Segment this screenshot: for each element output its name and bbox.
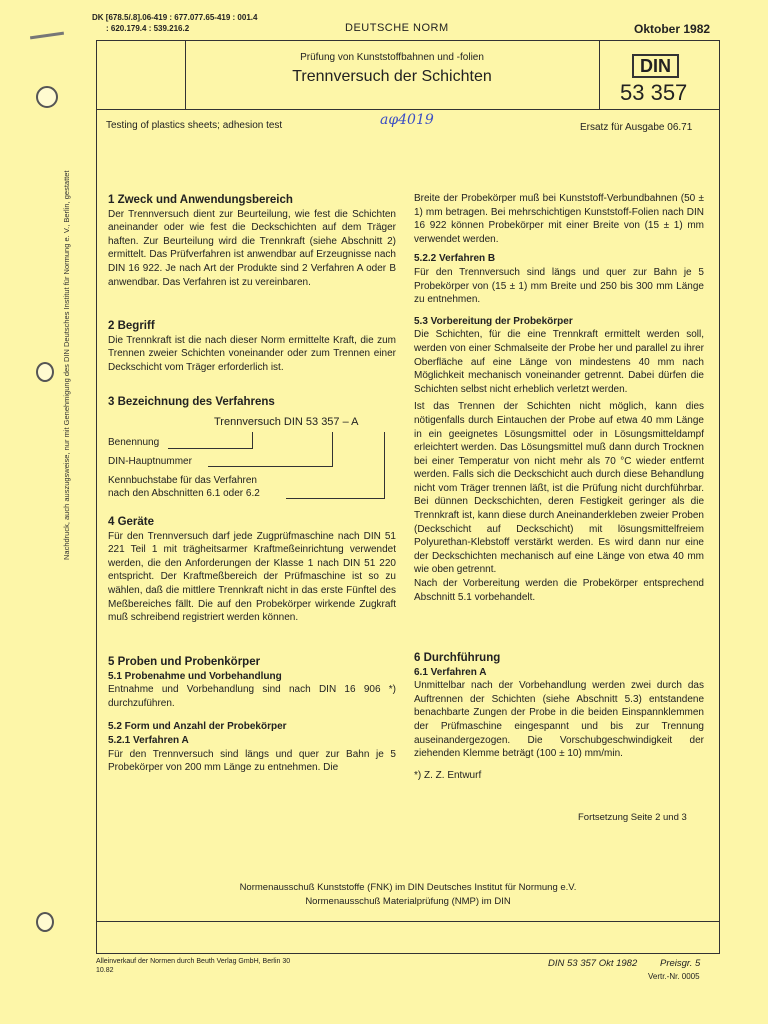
section-5-3-text-2: Ist das Trennen der Schichten nicht möglich, kann dies nötigenfalls durch Eintauchen der Probe auf etwa 40 mm Länge in ein geeignetes Lösungsmittel oder in Lösungsmitteldampf erleichtert werden. Das Lösungsmittel muß dann durch Trocknen bei einer Temperatur von nicht mehr als 70 °C wieder entfernt werden. Falls sich die Deckschicht auch durch diese Behandlung nicht vom Träger trennen läßt, ist die Prüfung nicht durchführbar. Bei dünnen Deckschichten, deren Festigkeit geringer als die Trennkraft ist, kann diese durch Aneinanderkleben zweier Proben (Deckschicht auf Deckschicht) mit lösungsmittelfreiem Polyurethan-Klebstoff verstärkt werden. Es wird dann nur eine der Deckschichten mechanisch auf eine Länge von etwa 40 mm wie oben getrennt.: [414, 401, 704, 576]
punch-hole-bottom: [36, 912, 54, 932]
din-logo: DIN: [632, 54, 679, 78]
section-6-1-heading: 6.1 Verfahren A: [414, 666, 487, 678]
sales-note: Alleinverkauf der Normen durch Beuth Verlag GmbH, Berlin 30: [96, 958, 291, 965]
label-hauptnummer: DIN-Hauptnummer: [108, 456, 192, 467]
committee-line-2: Normenausschuß Materialprüfung (NMP) im DIN: [305, 896, 511, 907]
document-title: Trennversuch der Schichten: [292, 68, 492, 85]
section-3-heading: 3 Bezeichnung des Verfahrens: [108, 396, 275, 408]
section-5: [108, 656, 396, 775]
section-6: [414, 652, 704, 782]
section-5-1-heading: 5.1 Probenahme und Vorbehandlung: [108, 670, 282, 682]
section-5-3-text-1: Die Schichten, für die eine Trennkraft ermittelt werden soll, werden von einer Schmalseite der Probe her und parallel zu ihrer Oberfläche auf eine Länge von mindestens 40 mm nach Möglichkeit mechanisch voneinander getrennt. Dabei dürfen die Schichten selbst nicht erheblich verletzt werden.: [414, 329, 704, 395]
section-5-3-heading: 5.3 Vorbereitung der Probekörper: [414, 315, 573, 327]
binder-mark: [30, 32, 64, 40]
section-2: [108, 320, 396, 374]
print-code: 10.82: [96, 967, 114, 974]
section-5-2-heading: 5.2 Form und Anzahl der Probekörper: [108, 721, 287, 733]
section-5-1-text: Entnahme und Vorbehandlung sind nach DIN 16 906 *) durchzuführen.: [108, 684, 396, 709]
punch-hole-top: [36, 86, 58, 108]
committee-line-1: Normenausschuß Kunststoffe (FNK) im DIN Deutsches Institut für Normung e.V.: [239, 882, 577, 893]
replacement-note: Ersatz für Ausgabe 06.71: [580, 122, 693, 133]
document-subtitle: Prüfung von Kunststoffbahnen und -folien: [300, 52, 484, 63]
label-kennbuchstabe-2: nach den Abschnitten 6.1 oder 6.2: [108, 488, 260, 499]
handwritten-stamp: aφ4019: [380, 112, 434, 128]
dk-classification: [92, 12, 257, 34]
section-3: [108, 396, 396, 410]
section-6-heading: 6 Durchführung: [414, 652, 501, 664]
din-reference: DIN 53 357 Okt 1982: [548, 958, 638, 969]
dk-line-1: DK [678.5/.8].06-419 : 677.077.65-419 : 001.4: [92, 13, 258, 22]
header-divider-right: [599, 41, 600, 109]
section-5-3-text-3: Nach der Vorbereitung werden die Probekörper entsprechend Abschnitt 5.1 vorbehandelt.: [414, 578, 704, 603]
section-2-heading: 2 Begriff: [108, 320, 155, 332]
continued-text: Breite der Probekörper muß bei Kunststoff-Verbundbahnen (50 ± 1) mm betragen. Bei mehrschichtigen Kunststoff-Folien nach DIN 16 922 können Probekörper mit einer Breite von (15 ± 1) mm verwendet werden.: [414, 193, 704, 245]
section-2-text: Die Trennkraft ist die nach dieser Norm ermittelte Kraft, die zum Trennen zweier Schichten voneinander oder zum Trennen einer Deckschicht vom Träger erforderlich ist.: [108, 334, 396, 373]
right-column: [414, 192, 704, 604]
left-column: [108, 194, 396, 289]
bracket-line-3: [286, 432, 385, 499]
punch-hole-middle: [36, 362, 54, 382]
designation-example: Trennversuch DIN 53 357 – A: [214, 416, 359, 428]
issue-date: Oktober 1982: [634, 22, 711, 36]
section-5-heading: 5 Proben und Probenkörper: [108, 656, 261, 668]
footer-divider: [97, 921, 719, 922]
section-1-text: Der Trennversuch dient zur Beurteilung, wie fest die Schichten aneinander oder wie fest die Deckschichten auf dem Träger haften. Zur Beurteilung wird die Trennkraft (siehe Abschnitt 2) ermittelt. Das Prüfverfahren ist anwendbar auf Erzeugnisse nach DIN 16 922. Je nach Art der Produkte sind 2 Verfahren A oder B anwendbar. Das Verfahren ist zu vereinbaren.: [108, 208, 396, 288]
dk-line-2: : 620.179.4 : 539.216.2: [106, 24, 190, 33]
vertrieb-number: Vertr.-Nr. 0005: [648, 972, 700, 981]
section-5-2-2-text: Für den Trennversuch sind längs und quer zur Bahn je 5 Probekörper von (15 ± 1) mm Breite und 250 bis 300 mm Länge zu entnehmen.: [414, 266, 704, 306]
norm-label: DEUTSCHE NORM: [345, 22, 449, 34]
label-kennbuchstabe-1: Kennbuchstabe für das Verfahren: [108, 475, 257, 486]
footnote: *) Z. Z. Entwurf: [414, 769, 482, 781]
section-4: [108, 516, 396, 625]
section-6-1-text: Unmittelbar nach der Vorbehandlung werden zwei durch das Auftrennen der Schichten (siehe Abschnitt 5.3) entstandene benachbarte Zungen der Probe in die beiden Einspannklemmen der Prüfmaschine eingespannt und bis zur Trennung auseinandergezogen. Die Vorschubgeschwindigkeit der ziehenden Klemme beträgt (100 ± 10) mm/min.: [414, 680, 704, 760]
section-4-text: Für den Trennversuch darf jede Zugprüfmaschine nach DIN 51 221 Teil 1 mit trägheitsarmer Kraftmeßeinrichtung verwendet werden, die den Anforderungen der Klasse 1 nach DIN 51 220 entspricht. Der Kraftmeßbereich der Prüfmaschine ist so zu wählen, daß die mittlere Trennkraft nicht in das erste Fünftel des Meßbereiches fällt. Die auf den Probekörper wirkende Zugkraft muß schreibend registriert werden können.: [108, 530, 396, 624]
continuation-note: Fortsetzung Seite 2 und 3: [578, 812, 687, 823]
price-group: Preisgr. 5: [660, 958, 701, 969]
section-5-2-1-heading: 5.2.1 Verfahren A: [108, 734, 189, 746]
section-4-heading: 4 Geräte: [108, 516, 155, 528]
label-benennung: Benennung: [108, 437, 160, 448]
header-divider: [97, 109, 719, 110]
english-title: Testing of plastics sheets; adhesion test: [106, 120, 283, 131]
din-number: 53 357: [620, 80, 688, 105]
copyright-sidebar: Nachdruck, auch auszugsweise, nur mit Genehmigung des DIN Deutsches Institut für Normung e. V., Berlin, gestattet: [62, 170, 71, 560]
section-1-heading: 1 Zweck und Anwendungsbereich: [108, 194, 293, 206]
section-5-2-2-heading: 5.2.2 Verfahren B: [414, 253, 496, 265]
section-5-2-1-text: Für den Trennversuch sind längs und quer zur Bahn je 5 Probekörper von 200 mm Länge zu entnehmen. Die: [108, 748, 396, 774]
